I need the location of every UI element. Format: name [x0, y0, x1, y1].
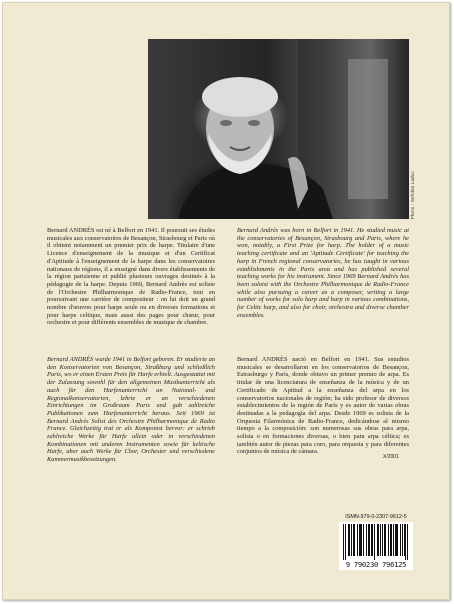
- barcode-number: 9 790230 796125: [345, 560, 407, 569]
- barcode-bar: [405, 524, 406, 560]
- barcode-bar: [371, 524, 372, 556]
- barcode-bar: [407, 524, 408, 560]
- barcode-bar: [359, 524, 360, 556]
- barcode-bar: [396, 524, 397, 556]
- barcode-bar: [402, 524, 403, 556]
- barcode-bar: [345, 524, 346, 560]
- barcode-bar: [368, 524, 369, 556]
- biography-german: Bernard ANDRÈS wurde 1941 in Belfort geboren. Er studierte an den Konservatorien von Besançon, Straßburg und schließlich Paris, wo er einen Ersten Preis für Harfe erhielt. Ausgestattet mit der Zulassung sowohl für den allgemeinen Musikunterricht als auch für den Harfenunterricht an National- und Regionalkonservatorien, lehrte er an verschiedenen Einrichtungen im Großraum Paris und gab zahlreiche Publikationen zum Harfenunterricht heraus. Seit 1969 ist Bernard Andrès Solist des Orchestre Philharmonique de Radio France. Gleichzeitig trat er als Komponist hervor: er schrieb zahlreiche Werke für Harfe allein oder in verschiedenen Kombinationen mit anderen Instrumenten sowie für keltische Harfe, aber auch Werke für Chor, Orchester und verschiedene Kammermusikbesetzungen.: [47, 356, 215, 464]
- barcode-bar: [348, 524, 349, 556]
- barcode-bar: [385, 524, 386, 556]
- barcode-bar: [343, 524, 344, 560]
- barcode-bar: [353, 524, 354, 556]
- barcode-bar: [404, 524, 405, 556]
- barcode-bar: [384, 524, 385, 556]
- barcode-bar: [360, 524, 361, 556]
- catalog-code: X/2001: [383, 454, 399, 460]
- barcode-bar: [378, 524, 379, 556]
- isbn-number: ISMN-979-0-2307-9612-5: [345, 514, 407, 520]
- barcode: [339, 522, 413, 570]
- barcode-bar: [354, 524, 355, 556]
- photo-credit: Photo : Sefchin Laduc: [410, 171, 415, 220]
- barcode-bar: [361, 524, 362, 556]
- barcode-bar: [397, 524, 398, 556]
- barcode-bar: [374, 524, 375, 560]
- biography-french: Bernard ANDRÈS est né à Belfort en 1941. Il poursuit ses études musicales aux conservatoires de Besançon, Strasbourg et Paris où il obtient notamment un premier prix de harpe. Titulaire d'une Licence d'enseignement de la musique et d'un Certificat d'Aptitude à l'enseignement de la harpe dans les conservatoires nationaux de régions, il a enseigné dans divers établissements de la région parisienne et publié plusieurs ouvrages destinés à la pédagogie de la harpe. Depuis 1969, Bernard Andrès est soliste de l'Orchestre Philharmonique de Radio-France, tout en poursuivant une carrière de compositeur : on lui doit un grand nombre d'œuvres pour harpe seule ou en diverses formations et pour harpe celtique, mais aussi des pages pour chœur, pour orchestre et pour différents ensembles de musique de chambre.: [47, 227, 215, 327]
- barcode-bar: [357, 524, 358, 556]
- barcode-bar: [391, 524, 392, 556]
- barcode-bar: [377, 524, 378, 556]
- barcode-bar: [388, 524, 389, 556]
- barcode-bar: [351, 524, 352, 556]
- composer-portrait: [148, 39, 409, 219]
- barcode-bar: [393, 524, 394, 556]
- barcode-bars: [343, 524, 409, 560]
- barcode-bar: [349, 524, 350, 556]
- barcode-bar: [390, 524, 391, 556]
- portrait-shapes: [148, 39, 409, 219]
- barcode-bar: [363, 524, 364, 556]
- barcode-bar: [366, 524, 367, 556]
- barcode-bar: [400, 524, 401, 556]
- biography-english: Bernard Andrès was born in Belfort in 1941. He studied music at the conservatories of Besançon, Strasbourg and Paris, where he won, notably, a First Prize for harp. The holder of a music teaching certificate and an 'Aptitude Certificate' for teaching the harp in French regional conservatories, he has taught in various establishments in the Paris area and has published several teaching works for his instrument. Since 1969 Bernard Andrès has been soloist with the Orchestre Philharmonique de Radio-France while also pursuing a career as a composer, writing a large number of works for solo harp and harp in various combinations, for Celtic harp, and also for choir, orchestra and diverse chamber ensembles.: [237, 227, 409, 319]
- barcode-bar: [382, 524, 383, 556]
- barcode-bar: [372, 524, 373, 556]
- barcode-bar: [395, 524, 396, 556]
- barcode-bar: [369, 524, 370, 556]
- back-cover: [2, 2, 450, 600]
- barcode-bar: [380, 524, 381, 556]
- biography-spanish: Bernard ANDRÈS nació en Belfort en 1941. Sus estudios musicales se desarrollaron en los conservatorios de Besançon, Estrasburgo y París, donde obtuvo un primer premio de arpa. Es titular de una licenciatura de enseñanza de la música y de un Certificado de Aptitud a la enseñanza del arpa en los conservatorios nacionales de región; ha sido profesor de diversos establecimientos de la región de París y es autor de varias obras destinadas a la pedagogía del arpa. Desde 1969 es solista de la Orquesta Filarmónica de Radio-France, dedicándose al mismo tiempo a la composición: son numerosas sus obras para arpa, solista o en formaciones diversas, o bien para arpa céltica; es también autor de piezas para coro, para orquesta y para diferentes conjuntos de música de cámara.: [237, 356, 409, 456]
